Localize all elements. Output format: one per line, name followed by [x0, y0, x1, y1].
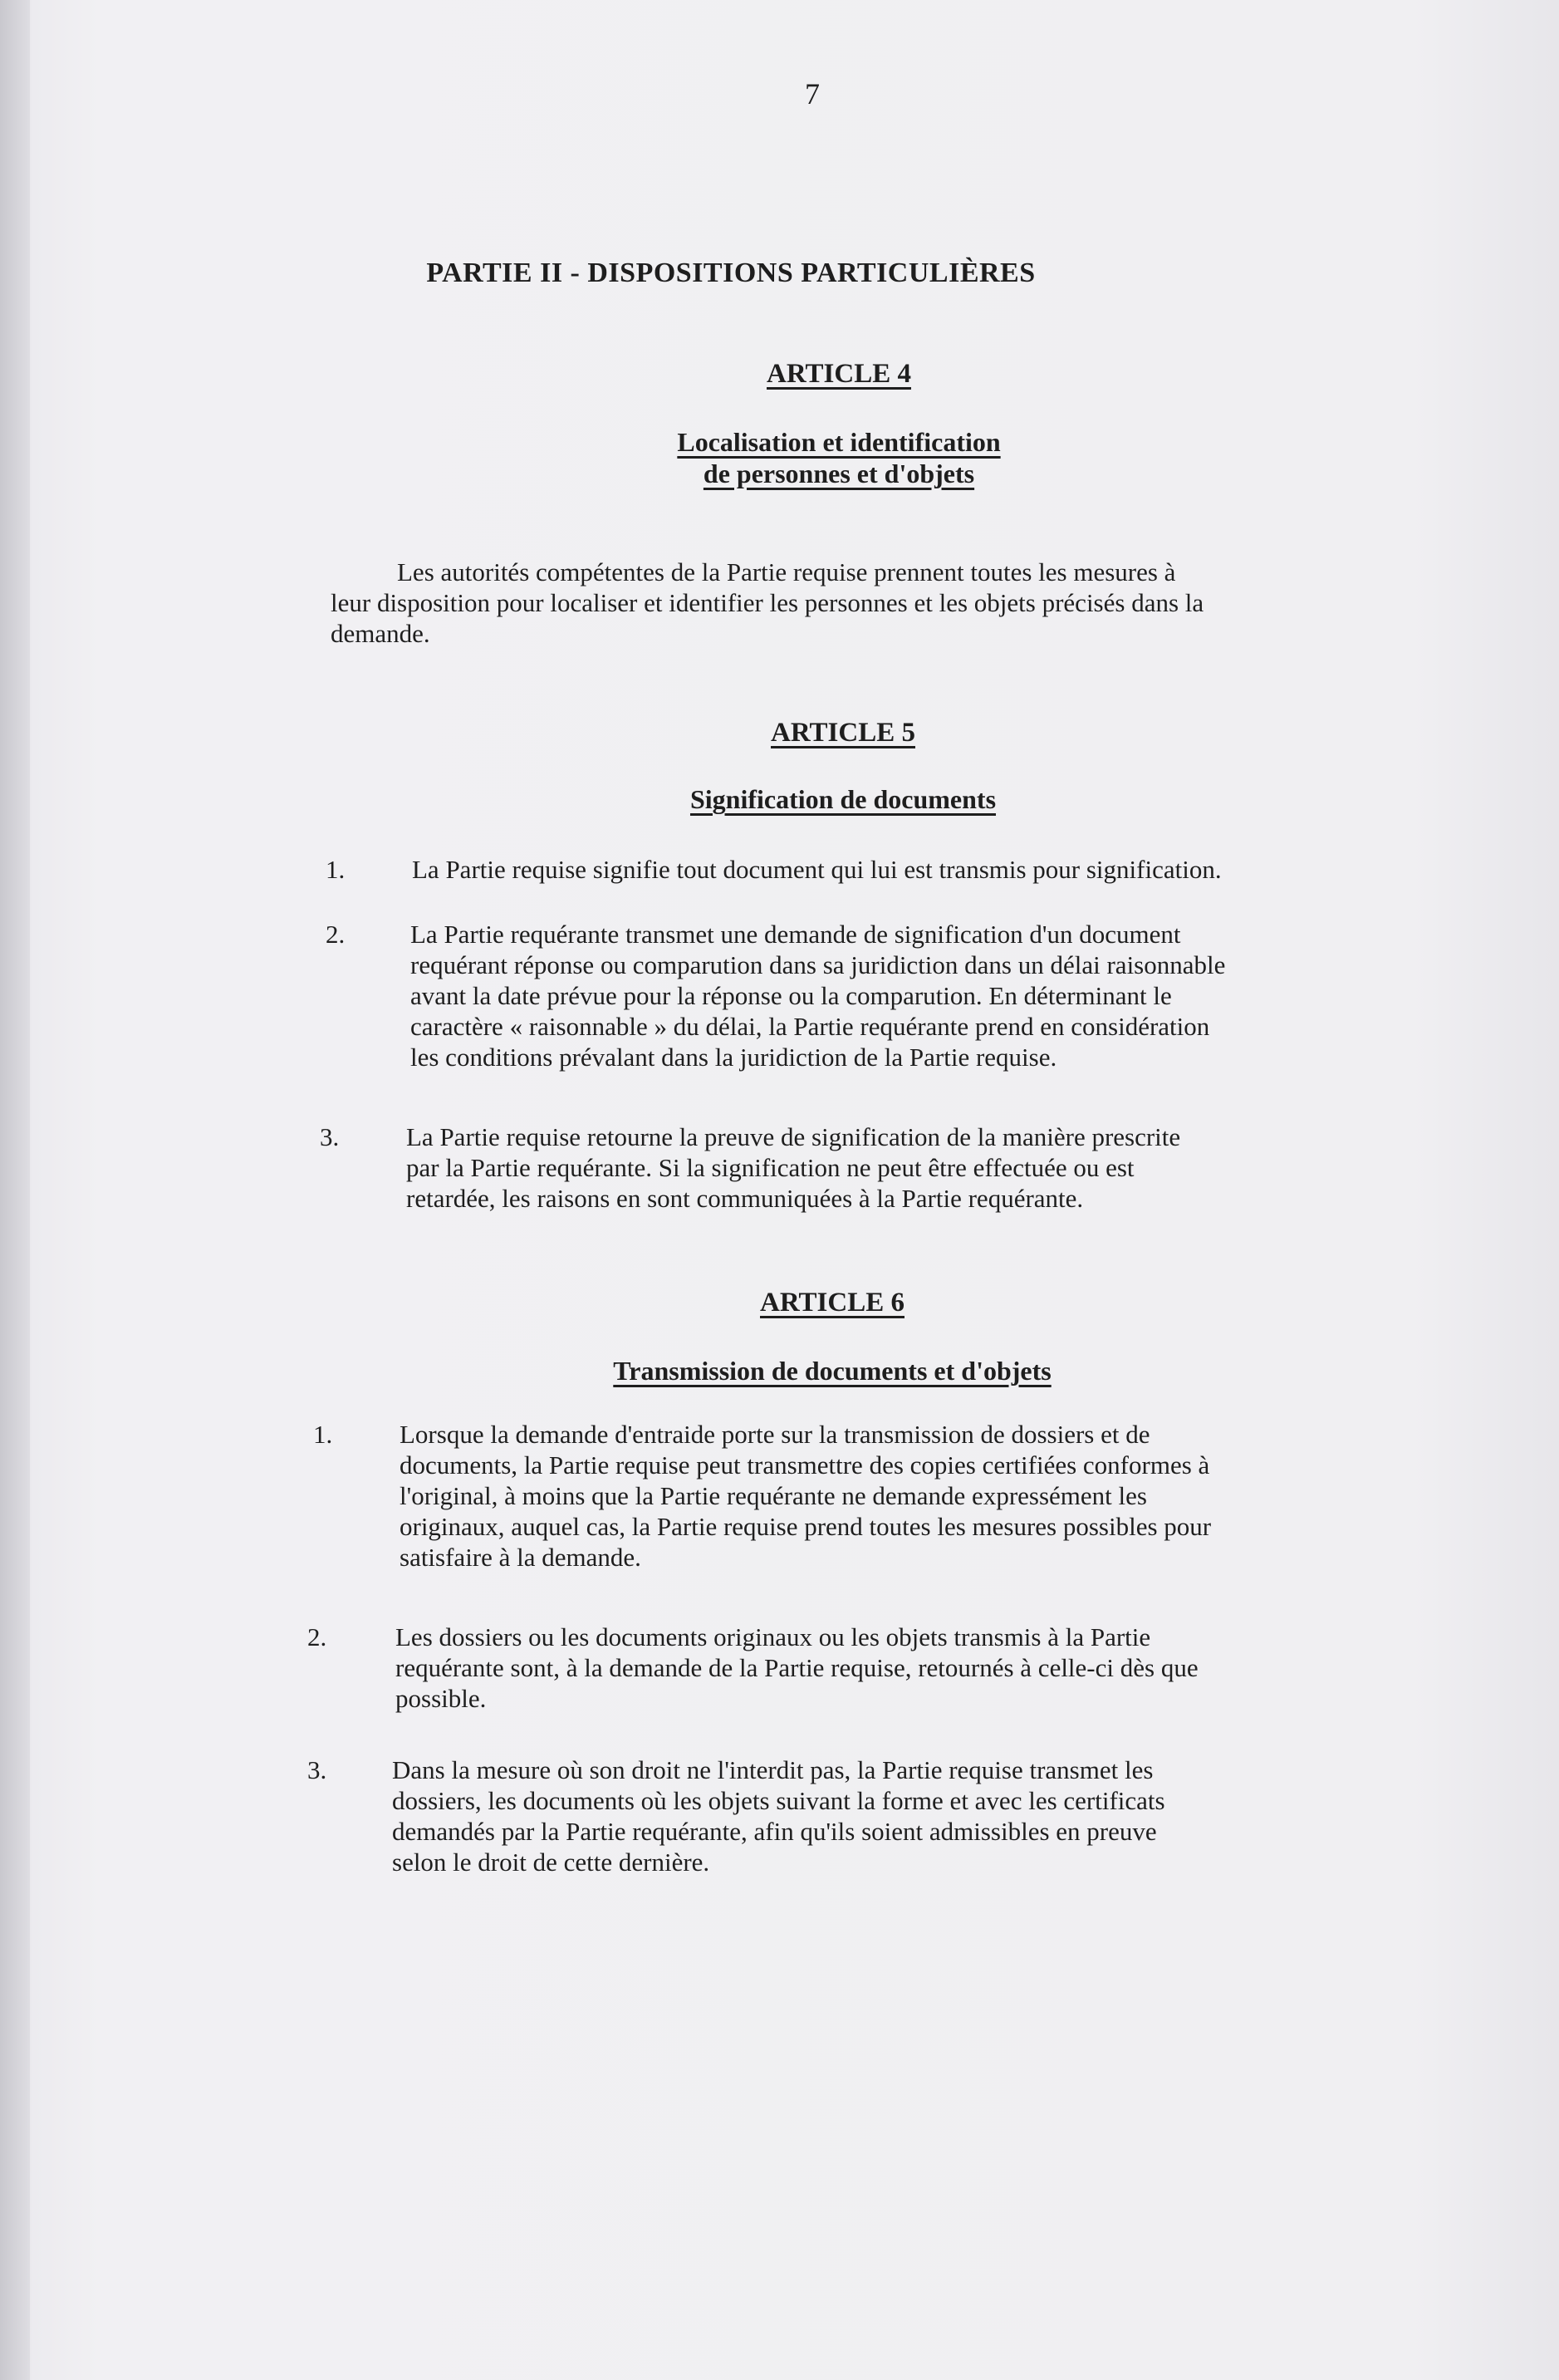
article-6-item-line: documents, la Partie requise peut transmettre des copies certifiées conformes à [400, 1450, 1210, 1480]
article-5-item-line: La Partie requise retourne la preuve de signification de la manière prescrite [406, 1122, 1181, 1151]
article-6-item-line: originaux, auquel cas, la Partie requise prend toutes les mesures possibles pour [400, 1512, 1212, 1541]
article-4-heading: ARTICLE 4 [767, 359, 911, 389]
article-5-heading: ARTICLE 5 [771, 718, 915, 748]
article-5-item-line: les conditions prévalant dans la juridiction de la Partie requise. [410, 1043, 1057, 1072]
article-6-item-line: Dans la mesure où son droit ne l'interdit pas, la Partie requise transmet les [392, 1755, 1154, 1784]
article-5-item-line: La Partie requise signifie tout document qui lui est transmis pour signification. [412, 855, 1222, 884]
article-5-item-line: La Partie requérante transmet une demande de signification d'un document [410, 920, 1181, 949]
page-binding-shadow [0, 0, 30, 2380]
article-6-item-line: selon le droit de cette dernière. [392, 1848, 710, 1877]
article-4-subtitle-line2: de personnes et d'objets [703, 459, 975, 488]
part-title: PARTIE II - DISPOSITIONS PARTICULIÈRES [426, 258, 1036, 288]
article-4-body-line: leur disposition pour localiser et identifier les personnes et les objets précisés dans la [331, 588, 1204, 617]
article-6-item [307, 1754, 1354, 1883]
article-4-subtitle-line1: Localisation et identification [677, 427, 1001, 457]
article-5-item [320, 1121, 1350, 1217]
article-5-item-number: 1. [326, 855, 346, 884]
article-5-item-line: retardée, les raisons en sont communiquées à la Partie requérante. [406, 1184, 1084, 1213]
article-6-item-number: 1. [313, 1420, 333, 1449]
article-5-item-line: avant la date prévue pour la réponse ou la comparution. En déterminant le [410, 981, 1172, 1010]
article-6-item-line: Lorsque la demande d'entraide porte sur la transmission de dossiers et de [400, 1420, 1150, 1449]
article-6-item-line: requérante sont, à la demande de la Partie requise, retournés à celle-ci dès que [395, 1653, 1199, 1682]
article-5-item-line: par la Partie requérante. Si la signification ne peut être effectuée ou est [406, 1153, 1135, 1182]
article-4-body-line: demande. [331, 619, 430, 648]
article-6-item-line: demandés par la Partie requérante, afin qu'ils soient admissibles en preuve [392, 1817, 1157, 1846]
article-6-item-line: possible. [395, 1684, 487, 1713]
article-6-item-line: dossiers, les documents où les objets suivant la forme et avec les certificats [392, 1786, 1165, 1815]
article-5-subtitle: Signification de documents [689, 784, 997, 814]
page-number: 7 [805, 77, 820, 110]
article-6-subtitle: Transmission de documents et d'objets [613, 1356, 1052, 1386]
article-5-item-line: requérant réponse ou comparution dans sa juridiction dans un délai raisonnable [410, 950, 1226, 979]
article-6-item-number: 3. [307, 1755, 327, 1784]
article-5-item-line: caractère « raisonnable » du délai, la Partie requérante prend en considération [410, 1012, 1210, 1041]
article-6-item-line: satisfaire à la demande. [400, 1543, 641, 1572]
article-5-item-number: 3. [320, 1122, 340, 1151]
article-6-item-line: Les dossiers ou les documents originaux ou les objets transmis à la Partie [395, 1622, 1151, 1651]
article-5-item-number: 2. [326, 920, 346, 949]
article-6-item-number: 2. [307, 1622, 327, 1651]
article-5-item [326, 919, 1356, 1077]
article-6-item [313, 1419, 1360, 1577]
article-5-item [326, 854, 1356, 887]
article-4-body [331, 557, 1346, 649]
article-6-item-line: l'original, à moins que la Partie requérante ne demande expressément les [400, 1481, 1147, 1510]
article-6-heading: ARTICLE 6 [760, 1288, 905, 1318]
article-6-item [307, 1622, 1354, 1717]
article-4-body-line: Les autorités compétentes de la Partie requise prennent toutes les mesures à [397, 557, 1176, 586]
